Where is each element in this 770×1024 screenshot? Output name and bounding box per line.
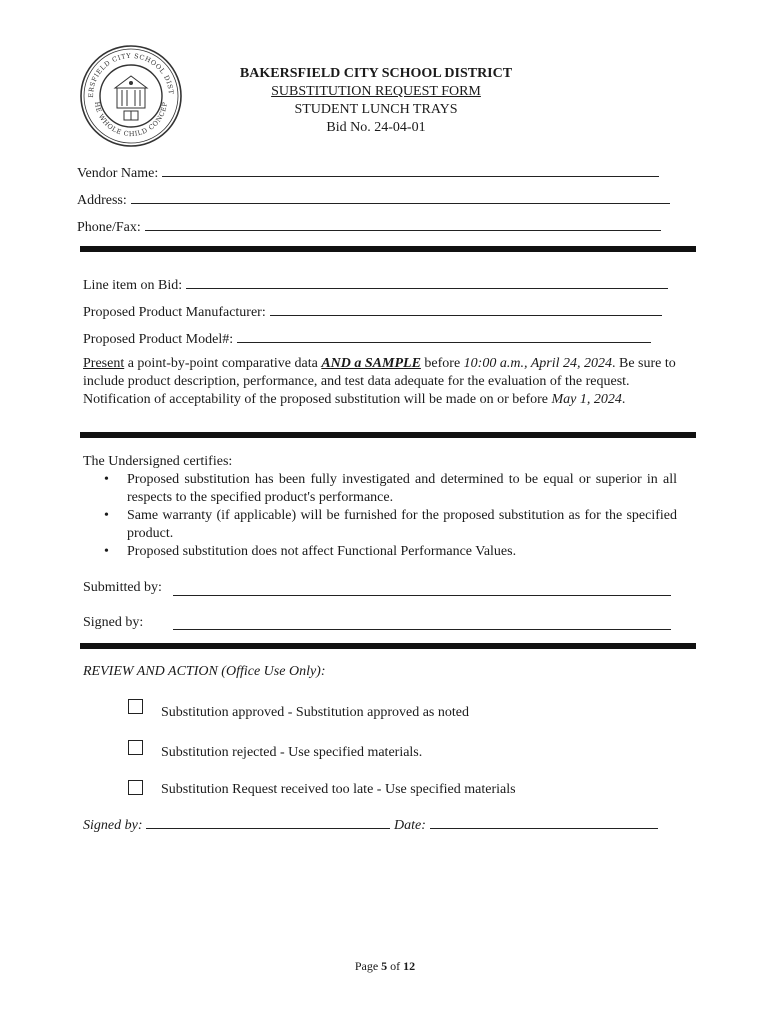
instructions-text-1: a point-by-point comparative data [124,356,322,371]
section-divider [80,246,696,252]
submission-deadline: 10:00 a.m., April 24, 2024 [463,356,612,371]
address-field[interactable] [77,193,670,209]
line-item-field[interactable] [83,278,668,294]
office-signed-line[interactable] [146,827,390,829]
vendor-name-label: Vendor Name: [77,166,159,181]
and-sample-emphasis: AND a SAMPLE [321,356,421,371]
phone-fax-label: Phone/Fax: [77,220,141,235]
manufacturer-label: Proposed Product Manufacturer: [83,305,266,320]
signed-by-line[interactable] [173,629,671,630]
svg-text:BAKERSFIELD CITY SCHOOL DISTRI: ERSFIELD CITY SCHOOL DIST [86,51,176,98]
too-late-checkbox[interactable] [128,780,143,795]
list-item: • Proposed substitution does not affect Functional Performance Values. [104,544,517,559]
office-signed-by-field[interactable] [83,818,658,834]
instructions-text-4: . [621,392,626,407]
form-subject: STUDENT LUNCH TRAYS [294,102,458,117]
line-item-label: Line item on Bid: [83,278,183,293]
section-divider [80,432,696,438]
line-item-line[interactable] [186,287,668,289]
certification-intro: The Undersigned certifies: [83,454,233,469]
list-item: • Same warranty (if applicable) will be furnished for the proposed substitution as for the specified product. [104,508,677,541]
bid-number: Bid No. 24-04-01 [326,120,426,135]
too-late-option-label: Substitution Request received too late - Use specified materials [161,782,516,797]
signed-by-label: Signed by: [83,615,144,630]
manufacturer-field[interactable] [83,305,662,321]
phone-fax-field[interactable] [77,220,661,236]
svg-text:THE WHOLE CHILD CONCEPT: HE WHOLE CHILD CONCEP [92,101,170,139]
page-number: Page 5 of 12 [354,959,416,973]
vendor-name-field[interactable] [77,166,659,182]
section-divider [80,643,696,649]
phone-fax-line[interactable] [145,229,661,231]
rejected-checkbox[interactable] [128,740,143,755]
instructions-paragraph [83,355,677,409]
address-label: Address: [77,193,127,208]
form-title: SUBSTITUTION REQUEST FORM [271,84,481,99]
instructions-text-3: . Be sure to include product description, performance, and test data adequate for the evaluation of the request. Notification of acceptability of the proposed substitution will be made on or before [83,356,676,407]
office-signed-label: Signed by: [83,818,143,833]
certification-block [83,453,677,561]
review-heading: REVIEW AND ACTION (Office Use Only): [83,664,326,679]
present-word: Present [83,356,125,371]
submitted-by-label: Submitted by: [83,580,162,595]
manufacturer-line[interactable] [270,314,662,316]
vendor-name-line[interactable] [162,175,659,177]
office-date-line[interactable] [430,827,658,829]
model-label: Proposed Product Model#: [83,332,234,347]
address-line[interactable] [131,202,670,204]
district-seal [79,44,183,148]
current-page: 5 [381,959,388,973]
list-item: • Proposed substitution has been fully investigated and determined to be equal or superior in all respects to the specified product's performance. [104,472,677,505]
instructions-text-2: before [420,356,464,371]
rejected-option-label: Substitution rejected - Use specified materials. [161,745,423,760]
model-line[interactable] [237,341,651,343]
approved-checkbox[interactable] [128,699,143,714]
notification-date: May 1, 2024 [551,392,622,407]
form-header [200,65,552,137]
office-date-label: Date: [393,818,426,833]
district-name: BAKERSFIELD CITY SCHOOL DISTRICT [239,66,513,81]
submitted-by-line[interactable] [173,595,671,596]
model-field[interactable] [83,332,651,348]
certification-list [83,471,677,561]
approved-option-label: Substitution approved - Substitution approved as noted [161,705,469,720]
total-pages: 12 [403,959,416,973]
